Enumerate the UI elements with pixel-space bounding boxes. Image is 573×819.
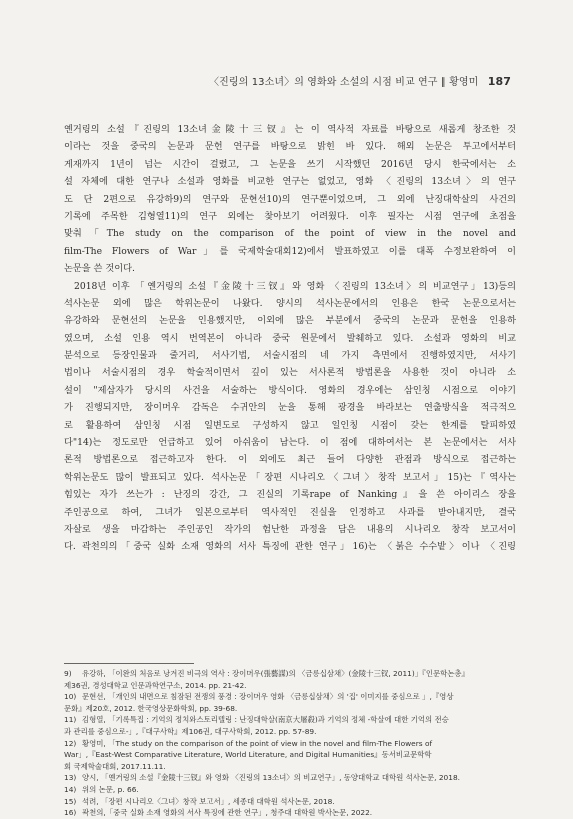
body-line: 론적 방법론으로 접근하고자 한다. 이 외에도 최근 들어 다양한 관점과 방식으로 접근하는 [64,454,516,466]
footnote [64,796,516,808]
footnote-text: 문현선, 「개인의 내면으로 침잠된 전쟁의 풍경 : 장이머우 영화 〈금릉십삼채〉의 '집' 이미지를 중심으로 」,『영상 [82,692,454,702]
body-text [64,121,516,556]
footnote-number: 9) [64,669,72,678]
body-line: 다. 곽천의의「중국 실화 소재 영화의 서사 특징에 관한 연구」16)는 〈붉은 수수밭〉이나 〈진링 [64,541,516,553]
footnote-text: 석려, 「장편 시나리오〈그녀〉창작 보고서」, 세종대 대학원 석사논문, 2018. [82,796,335,806]
footnote-continuation: 과 관리를 중심으로-」,『대구사학』제106권, 대구사학회, 2012. pp. 57-89. [64,726,317,736]
footnote [64,714,516,726]
footnote-text: 황영미, 「The study on the comparison of the point of view in the novel and film-The Flowers of [82,738,433,748]
footnote-continuation: 회 국제학술대회, 2017.11.11. [64,761,166,771]
footnote-number: 16) [64,808,77,818]
footnote-text: 양시, 「옌거링의 소설『金陵十三钗』와 영화 〈진링의 13소녀〉의 비교연구」, 동양대학교 대학원 석사논문, 2018. [82,773,461,783]
body-line: 설 자체에 대한 연구나 소설과 영화를 비교한 연구는 없었고, 영화 〈진링의 13소녀〉의 연구 [64,176,516,188]
footnote-continuation: 제36권, 경성대학교 인문과학연구소, 2014. pp. 21-42. [64,680,247,690]
body-line: 법이나 서술시점의 경우 학술적이면서 깊이 있는 서사론적 방법론을 사용한 것이 아니라 소 [64,367,516,379]
page-number: 187 [487,75,511,88]
footnote-continuation: 문화』제20호, 2012. 한국영상문화학회, pp. 39-68. [64,703,238,713]
footnote-text: 유강하, 「이완의 처음로 낭겨진 비극의 역사 : 장이머우(張藝謀)의 〈금릉십삼채〉(金陵十三钗, 2011)」『인문학논총』 [82,669,469,678]
body-line: 였으며, 소설 인용 역시 번역본이 아니라 중국 원문에서 발췌하고 있다. 소설과 영화의 비교 [64,332,516,344]
footnotes [64,668,516,819]
body-line: 주인공으로 하여, 그녀가 일본으로부터 역사적인 진실을 인정하고 사과를 받아내지만, 결국 [64,506,516,518]
footnote-number: 10) [64,692,77,702]
body-line: 논문을 쓴 것이다. [64,263,135,275]
body-line: 맞춰「The study on the comparison of the point of view in the novel and [64,228,516,240]
footnote-text: 김형열, 「기록특집 : 기억의 정치와스토리텔링 : 난징대학살(南京大屠殺)과 기억의 정체 -학살에 대한 기억의 전승 [82,715,449,725]
body-line: 학위논문도 많이 발표되고 있다. 석사논문「장편 시나리오〈그녀〉창작 보고서」15)는『역사는 [64,471,516,483]
body-line: 유강하와 문현선의 논문을 인용했지만, 이외에 많은 부분에서 중국의 논문과 문헌을 인용하 [64,315,516,327]
footnote-number: 12) [64,738,77,748]
footnote-divider [64,663,194,664]
footnote-text: 곽천의,「중국 실화 소재 영화의 서사 특징에 관한 연구」, 청주대 대학원 박사논문, 2022. [82,808,373,818]
footnote-text: 위의 논문, p. 66. [82,784,139,794]
body-line: 2018년 이후 「옌거링의 소설『金陵十三钗』와 영화 〈진링의 13소녀〉의 비교연구」13)등의 [74,280,516,292]
footnote [64,691,516,703]
body-line: 석사논문 외에 많은 학위논문이 나왔다. 양시의 석사논문에서의 인용은 한국 논문으로서는 [64,297,516,309]
body-line: 설이 "제삼자가 당시의 사건을 서술하는 방식이다. 영화의 경우에는 삼인칭 시점으로 이야기 [64,384,516,396]
body-line: 다"14)는 정도로만 언급하고 있어 아쉬움이 남는다. 이 점에 대하여서는 본 논문에서는 서사 [64,437,516,449]
body-line: 분석으로 등장인물과 줄거리, 서사기법, 서술시점의 네 가지 측면에서 진행하였지만, 서사기 [64,350,516,362]
footnote-number: 15) [64,796,77,806]
body-line: 자살로 생을 마감하는 주인공인 작가의 험난한 과정을 담은 내용의 시나리오 창작 보고서이 [64,523,516,535]
footnote-continuation: War」,『East-West Comparative Literature, World Literature, and Digital Humanities』동서비교문학학 [64,750,432,760]
body-line: 기록에 주목한 김형열11)의 연구 외에는 찾아보기 어려웠다. 이후 필자는 시점 연구에 초점을 [64,210,516,222]
body-line: 로 활용하여 삼인칭 시점 일변도로 구성하지 않고 일인칭 시점이 갖는 한계를 탈피하였 [64,419,516,431]
body-line: 힘있는 자가 쓰는가 : 난징의 강간, 그 진실의 기록rape of Nanking』을 쓴 아이리스 장을 [64,489,516,501]
footnote [64,807,516,819]
footnote [64,668,516,680]
footnote-number: 14) [64,784,77,794]
body-line: 게재까지 1년이 넘는 시간이 걸렸고, 그 논문을 쓰기 시작했던 2016년 당시 한국에서는 소 [64,158,516,170]
running-title: 〈진링의 13소녀〉의 영화와 소설의 시점 비교 연구 ∥ 황영미 [209,77,479,88]
footnote-number: 13) [64,773,77,783]
body-line: film-The Flowers of War」를 국제학술대회12)에서 발표하였고 이를 대폭 수정보완하여 이 [64,245,516,257]
body-line: 도 단 2편으로 유강하9)의 연구와 문현선10)의 연구뿐이었으며, 그 외에 난징대학살의 사건의 [64,193,516,205]
footnote-number: 11) [64,715,77,725]
body-line: 가 진행되지만, 장이머우 감독은 수귀안의 눈을 통해 광경을 바라보는 연출방식을 적극적으 [64,402,516,414]
body-line: 이라는 것을 중국의 논문과 문헌 연구를 바탕으로 밝힌 바 있다. 해외 논문은 투고에서부터 [64,141,516,153]
footnote [64,784,516,796]
footnote [64,772,516,784]
running-header [209,73,511,88]
body-line: 옌거링의 소설『진링의 13소녀金陵十三钗』는 이 역사적 자료를 바탕으로 새롭게 창조한 것 [64,124,516,135]
footnote [64,738,516,750]
